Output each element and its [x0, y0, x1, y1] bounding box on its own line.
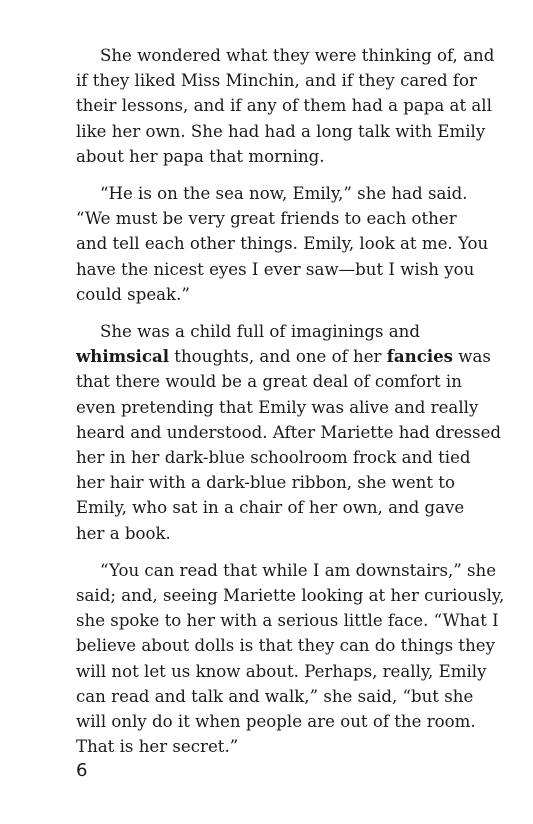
- text-line: [76, 206, 476, 231]
- text-run: about her papa that morning.: [76, 146, 325, 166]
- text-run: believe about dolls is that they can do things they: [76, 636, 495, 656]
- text-line: [76, 344, 491, 369]
- text-run: thoughts, and one of her: [169, 347, 387, 367]
- text-line: [76, 709, 476, 734]
- text-line: [76, 68, 476, 93]
- text-line: [76, 282, 476, 307]
- text-line: [76, 119, 486, 144]
- text-run: She was a child full of imaginings and: [100, 322, 420, 342]
- text-run: her in her dark-blue schoolroom frock and tied: [76, 448, 471, 468]
- text-line: [76, 257, 476, 282]
- paragraph: [76, 43, 495, 169]
- text-run: will only do it when people are out of the room.: [76, 712, 476, 732]
- page-number: 6: [76, 760, 88, 781]
- paragraph: [76, 558, 505, 760]
- text-run: will not let us know about. Perhaps, really, Emily: [76, 661, 487, 681]
- text-line: [76, 43, 495, 68]
- text-line: [76, 633, 495, 658]
- text-run: could speak.”: [76, 284, 190, 304]
- text-line: [76, 319, 476, 344]
- text-line: [76, 470, 476, 495]
- text-run: She wondered what they were thinking of, and: [100, 46, 495, 65]
- text-run: said; and, seeing Mariette looking at her curiously,: [76, 586, 505, 606]
- text-run: if they liked Miss Minchin, and if they cared for: [76, 71, 477, 91]
- text-run: “You can read that while I am downstairs,” she: [100, 560, 497, 580]
- text-line: [76, 445, 476, 470]
- text-line: [76, 734, 476, 759]
- text-line: [76, 181, 476, 206]
- text-line: [76, 93, 492, 118]
- text-run: “We must be very great friends to each other: [76, 209, 457, 229]
- text-line: [76, 420, 502, 445]
- paragraph: [76, 319, 502, 546]
- text-run: heard and understood. After Mariette had dressed: [76, 422, 502, 442]
- text-run: that there would be a great deal of comfort in: [76, 372, 462, 392]
- text-line: [76, 144, 476, 169]
- text-run: their lessons, and if any of them had a papa at all: [76, 96, 492, 116]
- vocabulary-word: whimsical: [76, 346, 170, 367]
- text-line: [76, 558, 497, 583]
- text-run: her hair with a dark-blue ribbon, she went to: [76, 473, 455, 493]
- text-line: [76, 608, 499, 633]
- text-run: have the nicest eyes I ever saw—but I wish you: [76, 259, 475, 279]
- text-run: That is her secret.”: [76, 737, 239, 757]
- text-run: even pretending that Emily was alive and really: [76, 397, 479, 417]
- vocabulary-word: fancies: [386, 346, 454, 367]
- text-run: and tell each other things. Emily, look at me. You: [76, 234, 489, 254]
- text-line: [76, 369, 476, 394]
- text-line: [76, 583, 505, 608]
- paragraph: [76, 181, 489, 307]
- text-run: her a book.: [76, 523, 171, 543]
- text-run: can read and talk and walk,” she said, “but she: [76, 686, 474, 706]
- text-line: [76, 231, 489, 256]
- text-run: she spoke to her with a serious little face. “What I: [76, 611, 499, 631]
- text-run: “He is on the sea now, Emily,” she had said.: [100, 184, 468, 204]
- text-run: Emily, who sat in a chair of her own, and gave: [76, 498, 465, 518]
- text-line: [76, 684, 476, 709]
- text-run: was: [453, 347, 491, 367]
- text-line: [76, 395, 479, 420]
- text-line: [76, 659, 487, 684]
- text-run: like her own. She had had a long talk with Emily: [76, 121, 486, 141]
- text-line: [76, 521, 476, 546]
- text-line: [76, 495, 476, 520]
- book-page-text: [76, 43, 505, 771]
